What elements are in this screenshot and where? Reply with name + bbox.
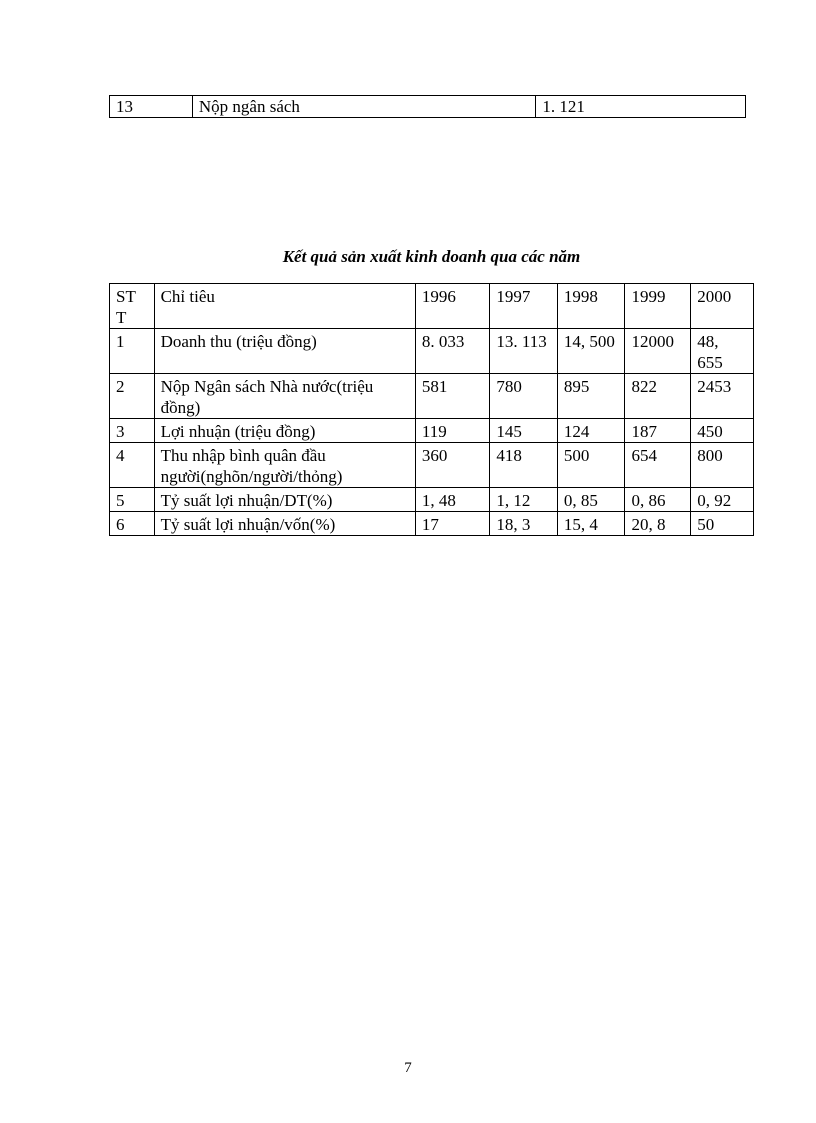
- value-cell: 13. 113: [490, 329, 558, 374]
- stt-cell: 1: [110, 329, 155, 374]
- value-cell: 119: [415, 419, 489, 443]
- value-cell: 50: [691, 512, 754, 536]
- value-cell: 12000: [625, 329, 691, 374]
- value-cell: 895: [557, 374, 625, 419]
- value-cell: 1, 48: [415, 488, 489, 512]
- value-cell: 360: [415, 443, 489, 488]
- value-cell: 581: [415, 374, 489, 419]
- value-cell: 20, 8: [625, 512, 691, 536]
- stt-cell: 6: [110, 512, 155, 536]
- value-cell: 0, 86: [625, 488, 691, 512]
- stt-cell: 13: [110, 96, 193, 118]
- header-stt: ST T: [110, 284, 155, 329]
- header-year: 1998: [557, 284, 625, 329]
- value-cell: 2453: [691, 374, 754, 419]
- indicator-cell: Doanh thu (triệu đồng): [154, 329, 415, 374]
- header-year: 1996: [415, 284, 489, 329]
- value-cell: 14, 500: [557, 329, 625, 374]
- value-cell: 654: [625, 443, 691, 488]
- value-cell: 450: [691, 419, 754, 443]
- page-number: 7: [404, 1060, 412, 1076]
- value-cell: 0, 92: [691, 488, 754, 512]
- indicator-cell: Nộp Ngân sách Nhà nước(triệu đồng): [154, 374, 415, 419]
- indicator-cell: Tỷ suất lợi nhuận/vốn(%): [154, 512, 415, 536]
- value-cell: 780: [490, 374, 558, 419]
- table-row: [110, 374, 754, 419]
- header-year: 1997: [490, 284, 558, 329]
- stt-cell: 5: [110, 488, 155, 512]
- value-cell: 48, 655: [691, 329, 754, 374]
- value-cell: 18, 3: [490, 512, 558, 536]
- stt-cell: 3: [110, 419, 155, 443]
- indicator-cell: Nộp ngân sách: [192, 96, 535, 118]
- value-cell: 8. 033: [415, 329, 489, 374]
- table-row: [110, 96, 746, 118]
- value-cell: 500: [557, 443, 625, 488]
- value-cell: 187: [625, 419, 691, 443]
- indicator-cell: Thu nhập bình quân đầu người(nghõn/người/thỏng): [154, 443, 415, 488]
- value-cell: 1. 121: [536, 96, 746, 118]
- stt-cell: 2: [110, 374, 155, 419]
- value-cell: 145: [490, 419, 558, 443]
- header-row: [110, 284, 754, 329]
- value-cell: 800: [691, 443, 754, 488]
- table-row: [110, 488, 754, 512]
- budget-table: [109, 95, 746, 118]
- value-cell: 0, 85: [557, 488, 625, 512]
- header-indicator: Chỉ tiêu: [154, 284, 415, 329]
- value-cell: 1, 12: [490, 488, 558, 512]
- table-row: [110, 419, 754, 443]
- table-row: [110, 512, 754, 536]
- value-cell: 822: [625, 374, 691, 419]
- value-cell: 418: [490, 443, 558, 488]
- results-table: [109, 283, 754, 536]
- header-year: 2000: [691, 284, 754, 329]
- table-row: [110, 443, 754, 488]
- table-title: Kết quả sản xuất kinh doanh qua các năm: [282, 247, 581, 266]
- stt-cell: 4: [110, 443, 155, 488]
- value-cell: 124: [557, 419, 625, 443]
- value-cell: 15, 4: [557, 512, 625, 536]
- indicator-cell: Lợi nhuận (triệu đồng): [154, 419, 415, 443]
- indicator-cell: Tỷ suất lợi nhuận/DT(%): [154, 488, 415, 512]
- value-cell: 17: [415, 512, 489, 536]
- header-year: 1999: [625, 284, 691, 329]
- table-row: [110, 329, 754, 374]
